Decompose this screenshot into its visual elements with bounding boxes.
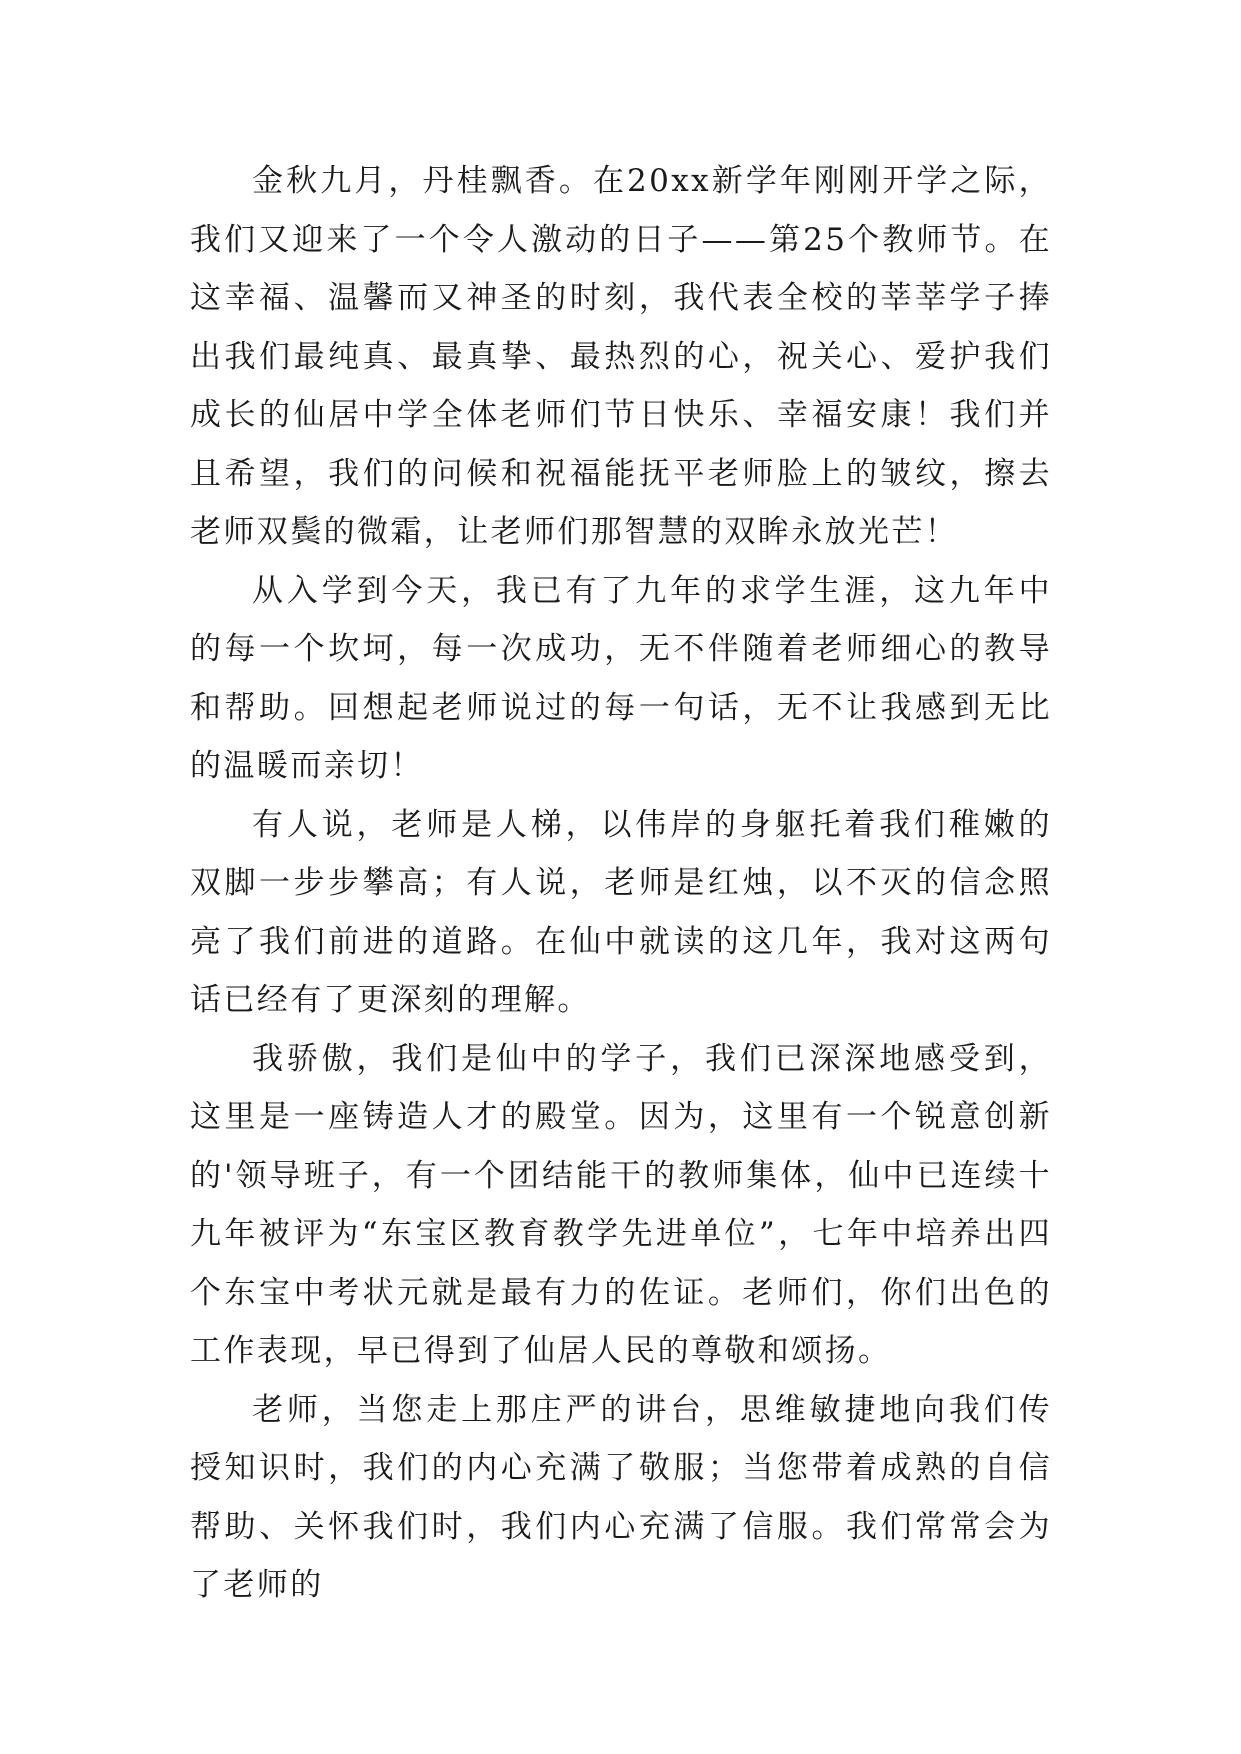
paragraph-3: 有人说，老师是人梯，以伟岸的身躯托着我们稚嫩的双脚一步步攀高；有人说，老师是红烛，以不灭的信念照亮了我们前进的道路。在仙中就读的这几年，我对这两句话已经有了更深刻的理解。 [190, 806, 1052, 1018]
paragraph-4: 我骄傲，我们是仙中的学子，我们已深深地感受到，这里是一座铸造人才的殿堂。因为，这里有一个锐意创新的'领导班子，有一个团结能干的教师集体，仙中已连续十九年被评为“东宝区教育教学先进单位”，七年中培养出四个东宝中考状元就是最有力的佐证。老师们，你们出色的工作表现，早已得到了仙居人民的尊敬和颂扬。 [190, 1040, 1052, 1369]
paragraph-2: 从入学到今天，我已有了九年的求学生涯，这九年中的每一个坎坷，每一次成功，无不伴随着老师细心的教导和帮助。回想起老师说过的每一句话，无不让我感到无比的温暖而亲切！ [190, 572, 1052, 784]
document-body [190, 152, 1052, 1615]
paragraph-1: 金秋九月，丹桂飘香。在20xx新学年刚刚开学之际，我们又迎来了一个令人激动的日子——第25个教师节。在这幸福、温馨而又神圣的时刻，我代表全校的莘莘学子捧出我们最纯真、最真挚、最热烈的心，祝关心、爱护我们成长的仙居中学全体老师们节日快乐、幸福安康！我们并且希望，我们的问候和祝福能抚平老师脸上的皱纹，擦去老师双鬓的微霜，让老师们那智慧的双眸永放光芒！ [190, 163, 1052, 550]
paragraph-5: 老师，当您走上那庄严的讲台，思维敏捷地向我们传授知识时，我们的内心充满了敬服；当您带着成熟的自信帮助、关怀我们时，我们内心充满了信服。我们常常会为了老师的 [190, 1391, 1052, 1603]
